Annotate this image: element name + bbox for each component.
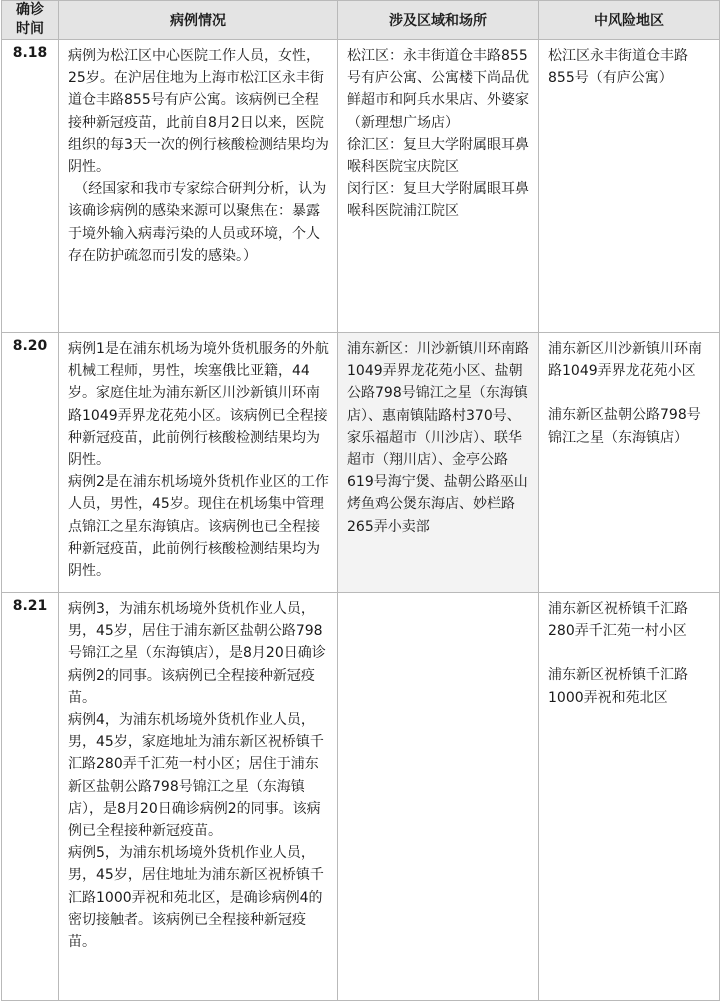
case-description	[59, 333, 338, 593]
risk-paragraph: 浦东新区祝桥镇千汇路1000弄祝和苑北区	[548, 667, 688, 706]
case-paragraph: 病例4，为浦东机场境外货机作业人员，男，45岁，家庭地址为浦东新区祝桥镇千汇路280弄千汇苑一村小区；居住于浦东新区盐朝公路798号锦江之星（东海镇店），是8月20日确诊病例2的同事。该病例已全程接种新冠疫苗。	[68, 712, 324, 840]
affected-areas	[338, 40, 539, 333]
row-date: 8.20	[2, 333, 59, 593]
area-paragraph: 松江区：永丰街道仓丰路855号有庐公寓、公寓楼下尚品优鲜超市和阿兵水果店、外婆家（新理想广场店）	[347, 48, 529, 131]
case-paragraph: 病例5，为浦东机场境外货机作业人员，男，45岁，居住地址为浦东新区祝桥镇千汇路1000弄祝和苑北区，是确诊病例4的密切接触者。该病例已全程接种新冠疫苗。	[68, 845, 324, 951]
area-paragraph: 徐汇区：复旦大学附属眼耳鼻喉科医院宝庆院区	[347, 136, 529, 176]
case-description	[59, 593, 338, 1001]
table-row	[2, 333, 720, 593]
header-date: 确诊 时间	[2, 1, 59, 40]
medium-risk-areas	[539, 593, 720, 1001]
table-row	[2, 593, 720, 1001]
table-row	[2, 40, 720, 333]
medium-risk-areas	[539, 333, 720, 593]
row-date: 8.21	[2, 593, 59, 1001]
case-description	[59, 40, 338, 333]
medium-risk-areas	[539, 40, 720, 333]
risk-paragraph: 松江区永丰街道仓丰路855号（有庐公寓）	[548, 48, 688, 87]
affected-areas	[338, 593, 539, 1001]
risk-paragraph: 浦东新区祝桥镇千汇路280弄千汇苑一村小区	[548, 601, 688, 640]
risk-paragraph: 浦东新区川沙新镇川环南路1049弄界龙花苑小区	[548, 341, 702, 380]
area-paragraph: 浦东新区：川沙新镇川环南路1049弄界龙花苑小区、盐朝公路798号锦江之星（东海镇店）、惠南镇陆路村370号、家乐福超市（川沙店）、联华超市（翔川店）、金亭公路619号海宁煲、盐朝公路巫山烤鱼鸡公煲东海店、妙栏路265弄小卖部	[347, 341, 529, 535]
case-paragraph: 病例为松江区中心医院工作人员，女性，25岁。在沪居住地为上海市松江区永丰街道仓丰路855号有庐公寓。该病例已全程接种新冠疫苗，此前自8月2日以来，医院组织的每3天一次的例行核酸检测结果均为阴性。	[68, 48, 329, 176]
case-paragraph: 病例1是在浦东机场为境外货机服务的外航机械工程师，男性，埃塞俄比亚籍，44岁。家庭住址为浦东新区川沙新镇川环南路1049弄界龙花苑小区。该病例已全程接种新冠疫苗，此前例行核酸检测结果均为阴性。	[68, 341, 329, 469]
area-paragraph: 闵行区：复旦大学附属眼耳鼻喉科医院浦江院区	[347, 181, 529, 220]
table-header-row	[2, 1, 720, 40]
risk-paragraph: 浦东新区盐朝公路798号锦江之星（东海镇店）	[548, 407, 701, 446]
header-case: 病例情况	[59, 1, 338, 40]
affected-areas	[338, 333, 539, 593]
case-paragraph: （经国家和我市专家综合研判分析，认为该确诊病例的感染来源可以聚焦在：暴露于境外输入病毒污染的人员或环境，个人存在防护疏忽而引发的感染。）	[68, 181, 327, 264]
header-risk: 中风险地区	[539, 1, 720, 40]
row-date: 8.18	[2, 40, 59, 333]
case-paragraph: 病例2是在浦东机场境外货机作业区的工作人员，男性，45岁。现住在机场集中管理点锦江之星东海镇店。该病例也已全程接种新冠疫苗，此前例行核酸检测结果均为阴性。	[68, 474, 329, 580]
epidemic-case-table	[1, 0, 720, 1001]
case-paragraph: 病例3，为浦东机场境外货机作业人员，男，45岁，居住于浦东新区盐朝公路798号锦江之星（东海镇店），是8月20日确诊病例2的同事。该病例已全程接种新冠疫苗。	[68, 601, 326, 706]
header-areas: 涉及区域和场所	[338, 1, 539, 40]
